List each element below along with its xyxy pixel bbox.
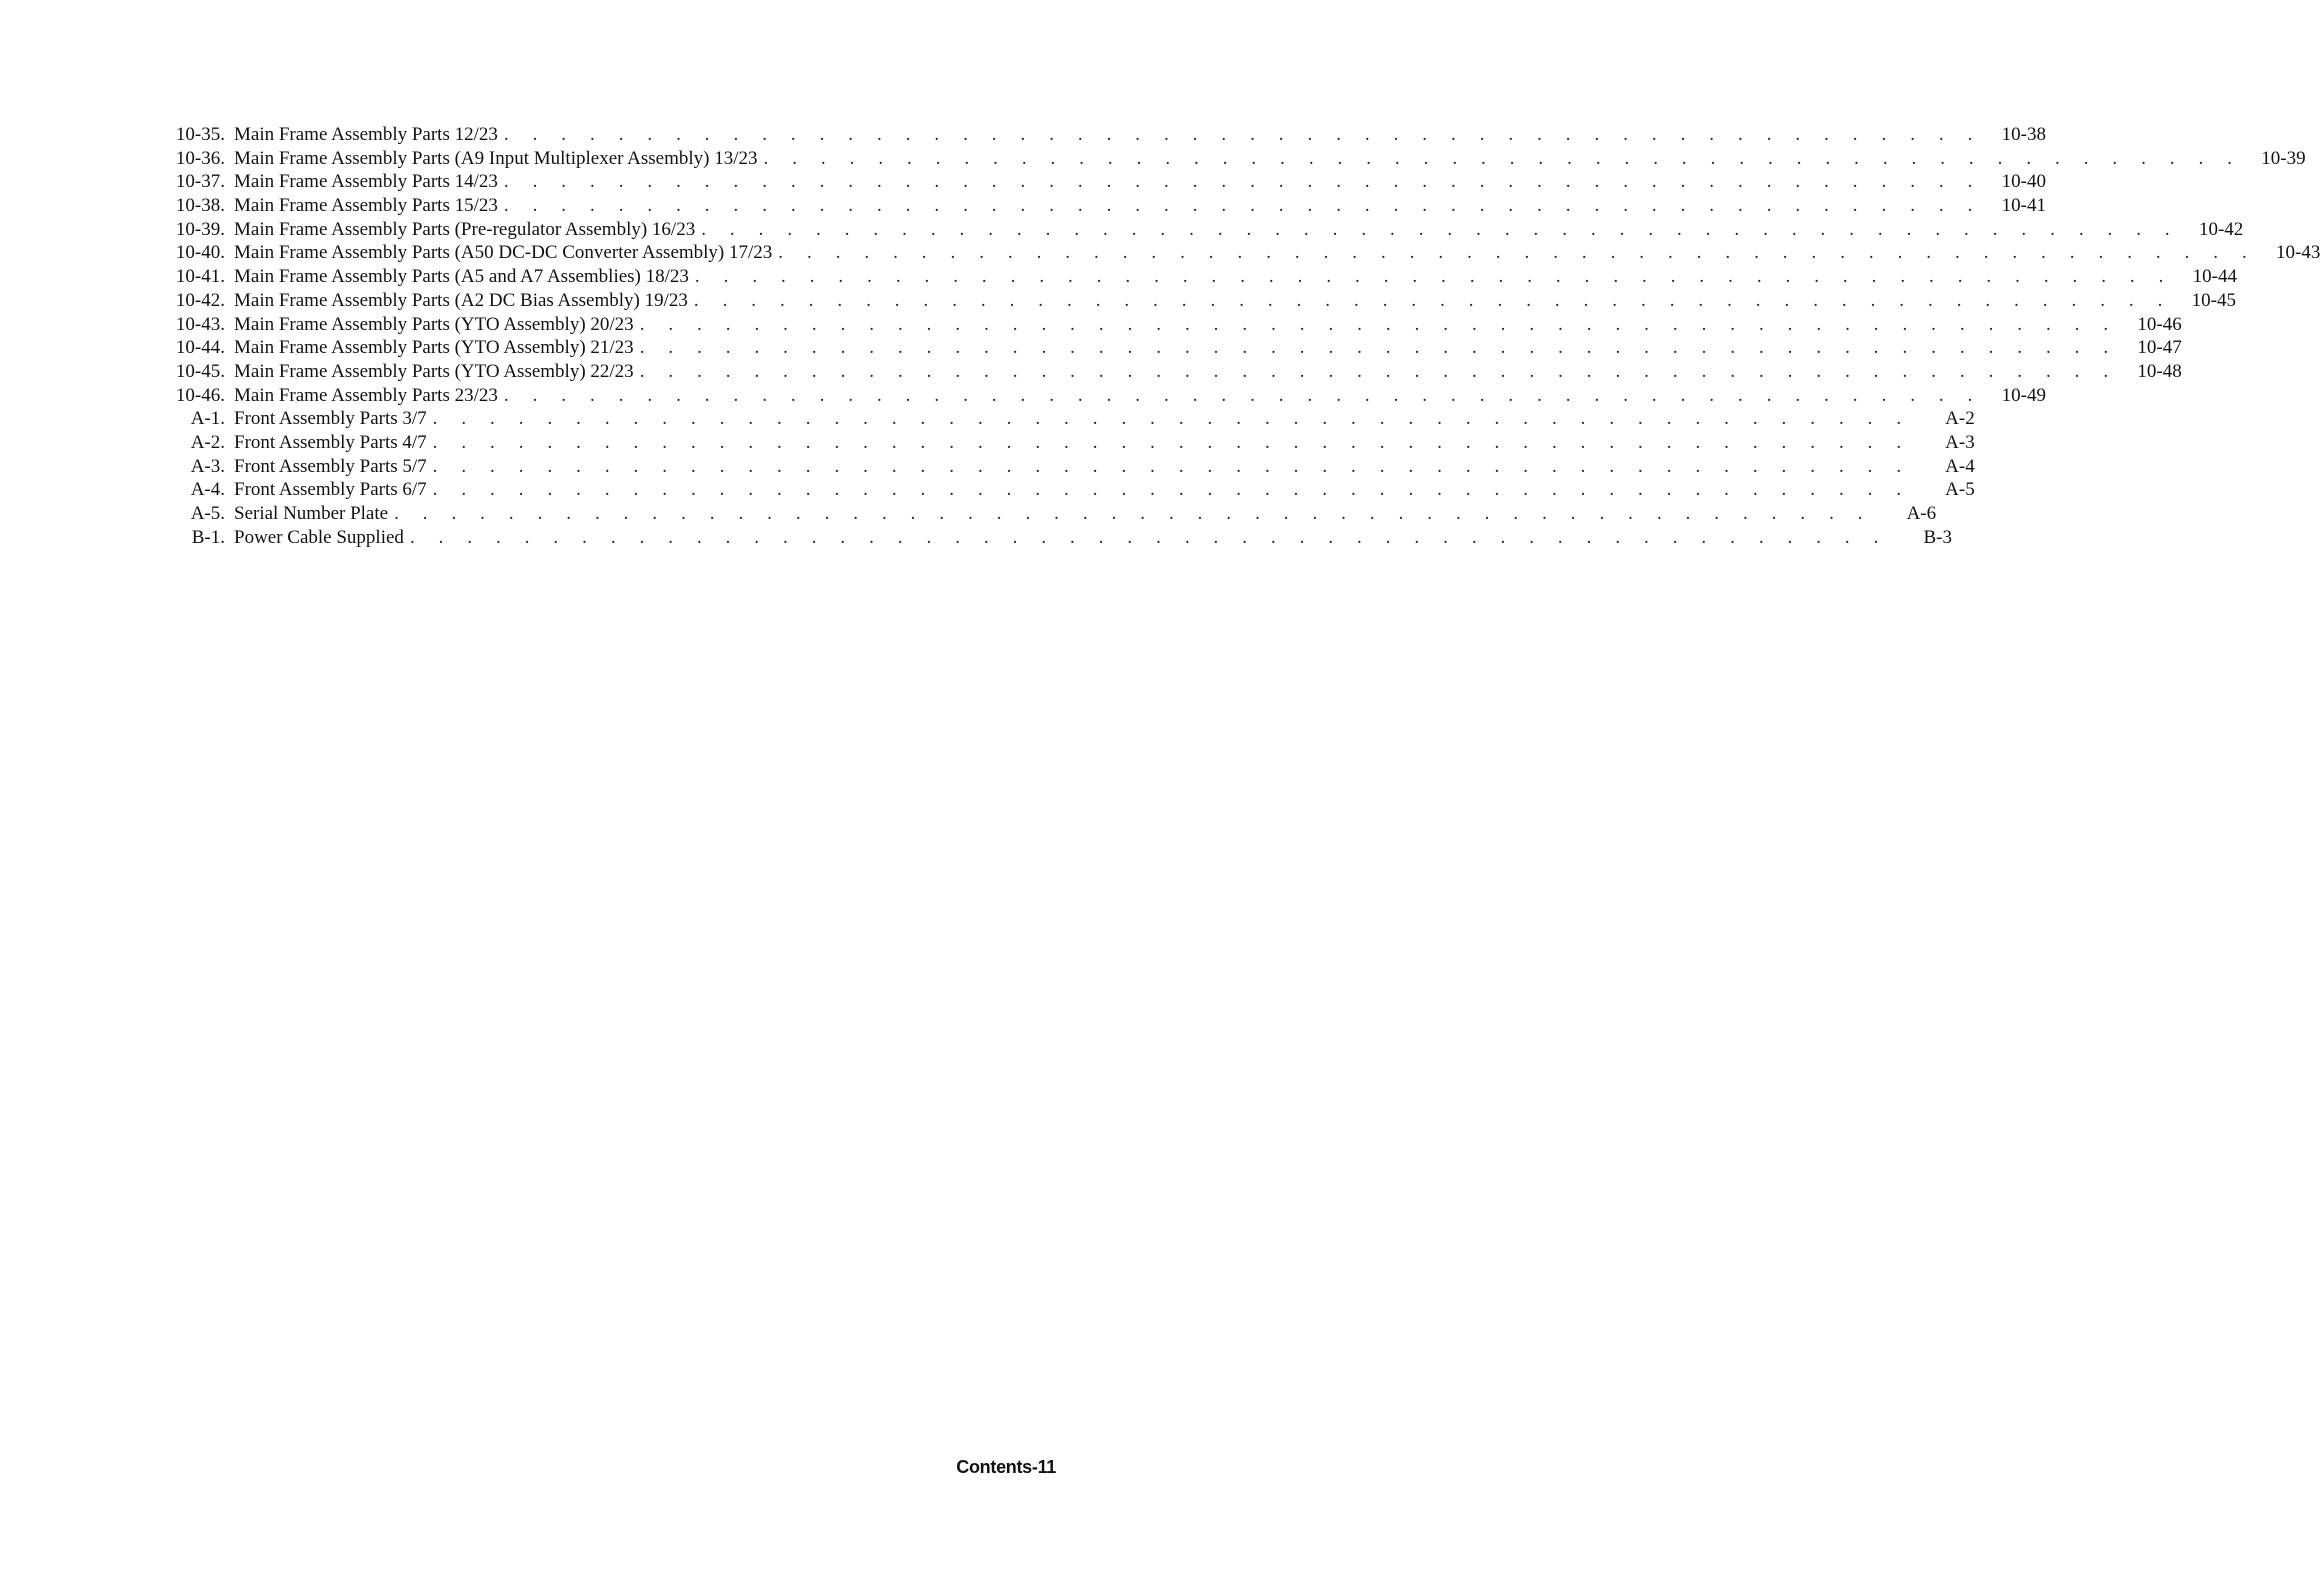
dot-leader: . . . . . . . . . . . . . . . . . . . . . . . . . . . . . . . . . . . . . . . . . . . . . . . . . . . .: [778, 242, 2257, 264]
toc-entry[interactable]: [165, 407, 1975, 431]
dot-leader: . . . . . . . . . . . . . . . . . . . . . . . . . . . . . . . . . . . . . . . . . . . . . . . . . . . .: [409, 526, 1888, 548]
dot-leader: . . . . . . . . . . . . . . . . . . . . . . . . . . . . . . . . . . . . . . . . . . . . . . . . . . . .: [503, 171, 1982, 193]
toc-entry[interactable]: [165, 455, 1975, 479]
toc-entry[interactable]: [165, 289, 2236, 313]
page-reference: 10-43: [2276, 242, 2320, 264]
page-reference: 10-46: [2137, 313, 2182, 335]
dot-leader: . . . . . . . . . . . . . . . . . . . . . . . . . . . . . . . . . . . . . . . . . . . . . . . . . . . .: [503, 195, 1982, 217]
toc-entry[interactable]: [165, 384, 2046, 408]
figure-title: Main Frame Assembly Parts 14/23: [234, 171, 498, 193]
figure-title: Main Frame Assembly Parts (A5 and A7 Assemblies) 18/23: [234, 266, 689, 288]
figure-title: Main Frame Assembly Parts (YTO Assembly) 22/23: [234, 360, 634, 382]
figure-number: A-4.: [190, 479, 225, 501]
toc-entry[interactable]: [165, 241, 2320, 265]
page-reference: A-3: [1945, 431, 1975, 453]
toc-entry[interactable]: [165, 360, 2182, 384]
page-reference: 10-40: [2001, 171, 2046, 193]
page-reference: 10-42: [2198, 218, 2244, 240]
figure-number: 10-40.: [175, 242, 225, 264]
dot-leader: . . . . . . . . . . . . . . . . . . . . . . . . . . . . . . . . . . . . . . . . . . . . . . . . . . . .: [432, 479, 1911, 501]
figure-number: A-5.: [190, 503, 225, 524]
figure-title: Main Frame Assembly Parts (A9 Input Multiplexer Assembly) 13/23: [234, 147, 758, 169]
dot-leader: . . . . . . . . . . . . . . . . . . . . . . . . . . . . . . . . . . . . . . . . . . . . . . . . . . . .: [503, 124, 1982, 145]
figure-title: Main Frame Assembly Parts 23/23: [234, 384, 498, 406]
figure-title: Main Frame Assembly Parts (A50 DC-DC Converter Assembly) 17/23: [234, 242, 773, 264]
toc-entry[interactable]: [165, 170, 2046, 194]
page-reference: A-5: [1945, 479, 1975, 501]
toc-entry[interactable]: [165, 194, 2046, 218]
toc-entry[interactable]: [165, 502, 1937, 526]
figure-number: 10-45.: [175, 360, 225, 382]
figure-number: 10-38.: [175, 195, 225, 217]
toc-entry[interactable]: [165, 336, 2182, 360]
dot-leader: . . . . . . . . . . . . . . . . . . . . . . . . . . . . . . . . . . . . . . . . . . . . . . . . . . . .: [693, 289, 2172, 311]
figure-title: Main Frame Assembly Parts (A2 DC Bias Assembly) 19/23: [234, 289, 688, 311]
toc-entry[interactable]: [165, 313, 2182, 337]
toc-entry[interactable]: [165, 147, 2306, 171]
figure-number: 10-37.: [175, 171, 225, 193]
page-reference: 10-41: [2001, 195, 2046, 217]
toc-entry[interactable]: [165, 218, 2244, 242]
figure-number: A-1.: [190, 408, 225, 430]
figure-title: Main Frame Assembly Parts (Pre-regulator Assembly) 16/23: [234, 218, 696, 240]
page-reference: B-3: [1923, 526, 1952, 548]
toc-entry[interactable]: [165, 526, 1952, 550]
figure-number: 10-43.: [175, 313, 225, 335]
dot-leader: . . . . . . . . . . . . . . . . . . . . . . . . . . . . . . . . . . . . . . . . . . . . . . . . . . . .: [639, 337, 2118, 359]
page-reference: 10-39: [2261, 147, 2306, 169]
list-of-figures: [165, 123, 2320, 549]
figure-number: A-3.: [190, 455, 225, 477]
figure-number: 10-36.: [175, 147, 225, 169]
page-reference: A-6: [1906, 503, 1937, 524]
dot-leader: . . . . . . . . . . . . . . . . . . . . . . . . . . . . . . . . . . . . . . . . . . . . . . . . . . . .: [639, 313, 2118, 335]
figure-title: Power Cable Supplied: [234, 526, 404, 548]
toc-entry[interactable]: [165, 431, 1975, 455]
figure-number: 10-39.: [175, 218, 225, 240]
toc-entry[interactable]: [165, 123, 2046, 147]
dot-leader: . . . . . . . . . . . . . . . . . . . . . . . . . . . . . . . . . . . . . . . . . . . . . . . . . . . .: [432, 431, 1911, 453]
figure-title: Main Frame Assembly Parts (YTO Assembly) 21/23: [234, 337, 634, 359]
dot-leader: . . . . . . . . . . . . . . . . . . . . . . . . . . . . . . . . . . . . . . . . . . . . . . . . . . . .: [639, 360, 2118, 382]
figure-title: Serial Number Plate: [234, 503, 389, 524]
page-reference: 10-49: [2001, 384, 2046, 406]
page-reference: 10-38: [2001, 124, 2046, 145]
figure-number: 10-42.: [175, 289, 225, 311]
figure-number: B-1.: [191, 526, 225, 548]
page-reference: 10-44: [2192, 266, 2237, 288]
dot-leader: . . . . . . . . . . . . . . . . . . . . . . . . . . . . . . . . . . . . . . . . . . . . . . . . . . . .: [694, 266, 2173, 288]
dot-leader: . . . . . . . . . . . . . . . . . . . . . . . . . . . . . . . . . . . . . . . . . . . . . . . . . . . .: [503, 384, 1982, 406]
page-reference: A-4: [1945, 455, 1975, 477]
figure-number: 10-41.: [175, 266, 225, 288]
figure-title: Front Assembly Parts 4/7: [234, 431, 427, 453]
figure-number: 10-44.: [175, 337, 225, 359]
page-reference: 10-47: [2137, 337, 2182, 359]
figure-title: Front Assembly Parts 6/7: [234, 479, 427, 501]
figure-title: Front Assembly Parts 3/7: [234, 408, 427, 430]
page-reference: A-2: [1945, 408, 1975, 430]
toc-entry[interactable]: [165, 478, 1975, 502]
page-reference: 10-45: [2191, 289, 2236, 311]
dot-leader: . . . . . . . . . . . . . . . . . . . . . . . . . . . . . . . . . . . . . . . . . . . . . . . . . . . .: [432, 455, 1911, 477]
page-reference: 10-48: [2137, 360, 2182, 382]
figure-title: Main Frame Assembly Parts 12/23: [234, 124, 498, 145]
toc-entry[interactable]: [165, 265, 2237, 289]
figure-title: Main Frame Assembly Parts 15/23: [234, 195, 498, 217]
dot-leader: . . . . . . . . . . . . . . . . . . . . . . . . . . . . . . . . . . . . . . . . . . . . . . . . . . . .: [432, 408, 1911, 430]
figure-title: Main Frame Assembly Parts (YTO Assembly) 20/23: [234, 313, 634, 335]
dot-leader: . . . . . . . . . . . . . . . . . . . . . . . . . . . . . . . . . . . . . . . . . . . . . . . . . . . .: [701, 218, 2180, 240]
figure-number: A-2.: [190, 431, 225, 453]
dot-leader: . . . . . . . . . . . . . . . . . . . . . . . . . . . . . . . . . . . . . . . . . . . . . . . . . . . .: [394, 503, 1873, 524]
figure-title: Front Assembly Parts 5/7: [234, 455, 427, 477]
dot-leader: . . . . . . . . . . . . . . . . . . . . . . . . . . . . . . . . . . . . . . . . . . . . . . . . . . . .: [763, 147, 2242, 169]
figure-number: 10-35.: [175, 124, 225, 145]
figure-number: 10-46.: [175, 384, 225, 406]
page-footer-label: Contents-11: [956, 1457, 1056, 1477]
